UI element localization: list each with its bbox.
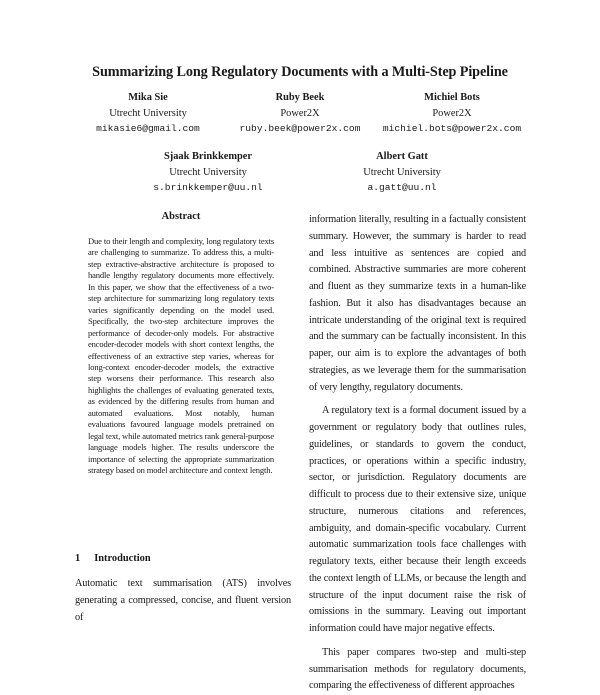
paper-title: Summarizing Long Regulatory Documents with a Multi-Step Pipeline [92, 64, 508, 80]
author-email: mikasie6@gmail.com [96, 123, 200, 134]
author-name: Mika Sie [128, 92, 168, 103]
section-title: Introduction [94, 553, 151, 564]
abstract-text: Due to their length and complexity, long regulatory texts are challenging to summarize. To address this, a multi-step extractive-abstractive architecture is proposed to handle lengthy regulatory documents more effectively. In this paper, we show that the effectiveness of a two-step architecture for summarizing long regulatory texts varies significantly depending on the model used. Specifically, the two-step architecture improves the performance of decoder-only models. For abstractive encoder-decoder models with short context lengths, the effectiveness of an extractive step varies, whereas for long-context encoder-decoder models, the extractive step worsens their performance. This research also highlights the challenges of evaluating generated texts, as evidenced by the differing results from human and automated evaluations. Most notably, human evaluations favoured language models pretrained on legal text, while automated metrics rank general-purpose language models higher. The results underscore the importance of selecting the appropriate summarization strategy based on model architecture and context length. [88, 236, 274, 476]
author-name: Ruby Beek [275, 92, 325, 103]
author-block [357, 90, 547, 137]
author-email: a.gatt@uu.nl [367, 182, 437, 193]
author-block [307, 149, 497, 196]
body-paragraph: This paper compares two-step and multi-step summarisation methods for regulatory documents, comparing the effectiveness of different approaches [309, 646, 526, 692]
author-email: michiel.bots@power2x.com [382, 123, 522, 134]
author-affiliation: Utrecht University [363, 166, 441, 178]
author-affiliation: Utrecht University [109, 107, 187, 119]
author-affiliation: Utrecht University [169, 166, 247, 178]
author-affiliation: Power2X [432, 107, 472, 119]
author-affiliation: Power2X [280, 107, 320, 119]
intro-paragraph: Automatic text summarisation (ATS) involves generating a compressed, concise, and fluent version of [75, 578, 291, 623]
body-paragraph: information literally, resulting in a factually consistent summary. However, the summary is harder to read and less intuitive as sentences are copied and combined. Abstractive summaries are more coherent and fluent as they summarize texts in a human-like fashion. But it also has disadvantages because an intricate understanding of the original text is required and the summary can be factually inconsistent. In this paper, our aim is to explore the advantages of both strategies, as we leverage them for the summarisation of very lengthy, regulatory documents. [309, 214, 526, 393]
body-paragraph: A regulatory text is a formal document issued by a government or regulatory body that outlines rules, guidelines, or standards to govern the conduct, practices, or operations within a specific industry, sector, or jurisdiction. Regulatory documents are difficult to process due to their extensive size, unique structure, numerous citations and references, ambiguity, and domain-specific vocabulary. Current automatic summarization tools face challenges with regulatory texts, either because their length exceeds the context length of LLMs, or because the length and structure of the input document raise the risk of omissions in the summary. Leaving out important information could have major negative effects. [309, 405, 526, 634]
author-name: Sjaak Brinkkemper [163, 151, 253, 162]
right-column [309, 212, 526, 695]
author-name: Albert Gatt [376, 151, 428, 162]
section-heading [75, 553, 151, 564]
author-email: ruby.beek@power2x.com [239, 123, 361, 134]
abstract-heading: Abstract [161, 211, 201, 222]
author-email: s.brinkkemper@uu.nl [153, 182, 263, 193]
section-number: 1 [75, 553, 81, 564]
author-name: Michiel Bots [424, 92, 480, 103]
author-block [113, 149, 303, 196]
